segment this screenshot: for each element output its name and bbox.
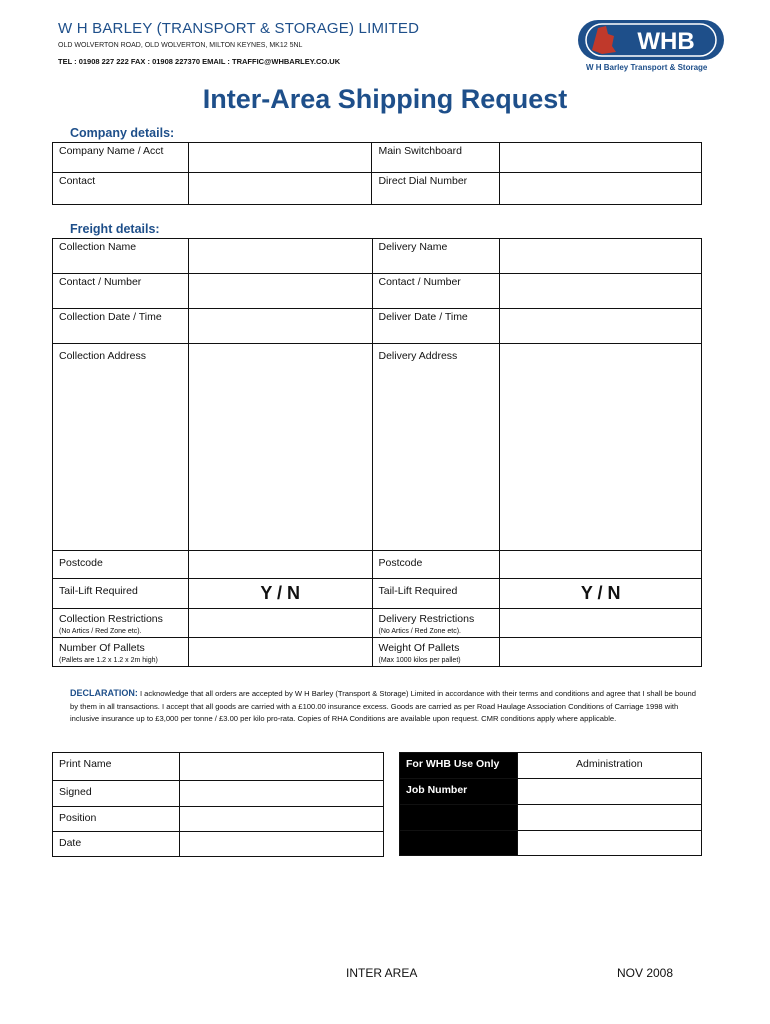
delivery-restrictions-note: (No Artics / Red Zone etc). bbox=[378, 628, 461, 635]
number-of-pallets-label: Number Of Pallets bbox=[59, 642, 145, 654]
print-name-field[interactable] bbox=[179, 753, 383, 781]
whb-use-blank-2 bbox=[400, 831, 518, 856]
company-details-table bbox=[52, 142, 702, 205]
delivery-contact-label: Contact / Number bbox=[372, 274, 500, 309]
delivery-address-field[interactable] bbox=[500, 344, 702, 551]
collection-name-label: Collection Name bbox=[53, 239, 189, 274]
delivery-address-label: Delivery Address bbox=[372, 344, 500, 551]
direct-dial-label: Direct Dial Number bbox=[372, 173, 500, 205]
weight-of-pallets-field[interactable] bbox=[500, 638, 702, 667]
freight-details-table bbox=[52, 238, 702, 667]
contact-field[interactable] bbox=[188, 173, 372, 205]
weight-of-pallets-label: Weight Of Pallets bbox=[378, 642, 460, 654]
footer-date: NOV 2008 bbox=[617, 966, 674, 980]
collection-date-field[interactable] bbox=[188, 309, 372, 344]
delivery-postcode-label: Postcode bbox=[372, 551, 500, 579]
number-of-pallets-field[interactable] bbox=[188, 638, 372, 667]
company-address: OLD WOLVERTON ROAD, OLD WOLVERTON, MILTON KEYNES, MK12 5NL bbox=[58, 42, 303, 49]
delivery-restrictions-field[interactable] bbox=[500, 609, 702, 638]
whb-use-blank-1 bbox=[400, 805, 518, 831]
delivery-tail-lift-label: Tail-Lift Required bbox=[372, 579, 500, 609]
collection-tail-lift-yn[interactable]: Y / N bbox=[188, 579, 372, 609]
company-name-field[interactable] bbox=[188, 143, 372, 173]
whb-use-only-heading: For WHB Use Only bbox=[400, 753, 518, 779]
collection-name-field[interactable] bbox=[188, 239, 372, 274]
delivery-restrictions-cell bbox=[372, 609, 500, 638]
signed-label: Signed bbox=[53, 781, 180, 807]
delivery-tail-lift-yn[interactable]: Y / N bbox=[500, 579, 702, 609]
collection-restrictions-note: (No Artics / Red Zone etc). bbox=[59, 628, 142, 635]
declaration-text: I acknowledge that all orders are accepted by W H Barley (Transport & Storage) Limited in accordance with their terms and conditions and agree that I shall be bound by them in all transactions. I accept that all goods are carried with a £100.00 insurance excess. Goods are carried as per Road Haulage Association Conditions of Carriage 1998 with inclusive insurance up to £3,000 per tonne / £3.00 per kilo pro-rata. Copies of RHA Conditions are available upon request. CMR conditions apply where applicable. bbox=[70, 689, 696, 723]
signed-field[interactable] bbox=[179, 781, 383, 807]
collection-tail-lift-label: Tail-Lift Required bbox=[53, 579, 189, 609]
collection-restrictions-cell bbox=[53, 609, 189, 638]
print-name-label: Print Name bbox=[53, 753, 180, 781]
declaration-heading: DECLARATION: bbox=[70, 688, 138, 698]
main-switchboard-label: Main Switchboard bbox=[372, 143, 500, 173]
number-of-pallets-cell bbox=[53, 638, 189, 667]
date-label: Date bbox=[53, 832, 180, 857]
weight-of-pallets-cell bbox=[372, 638, 500, 667]
collection-restrictions-label: Collection Restrictions bbox=[59, 613, 163, 625]
contact-label: Contact bbox=[53, 173, 189, 205]
collection-contact-field[interactable] bbox=[188, 274, 372, 309]
weight-of-pallets-note: (Max 1000 kilos per pallet) bbox=[378, 657, 461, 664]
job-number-field[interactable] bbox=[517, 779, 701, 805]
delivery-date-label: Deliver Date / Time bbox=[372, 309, 500, 344]
company-name: W H BARLEY (TRANSPORT & STORAGE) LIMITED bbox=[58, 20, 420, 37]
direct-dial-field[interactable] bbox=[500, 173, 702, 205]
delivery-restrictions-label: Delivery Restrictions bbox=[378, 613, 475, 625]
collection-date-label: Collection Date / Time bbox=[53, 309, 189, 344]
delivery-postcode-field[interactable] bbox=[500, 551, 702, 579]
collection-postcode-field[interactable] bbox=[188, 551, 372, 579]
delivery-name-field[interactable] bbox=[500, 239, 702, 274]
collection-address-field[interactable] bbox=[188, 344, 372, 551]
position-field[interactable] bbox=[179, 807, 383, 832]
administration-label: Administration bbox=[517, 753, 701, 779]
freight-details-heading: Freight details: bbox=[70, 222, 160, 236]
delivery-name-label: Delivery Name bbox=[372, 239, 500, 274]
main-switchboard-field[interactable] bbox=[500, 143, 702, 173]
position-label: Position bbox=[53, 807, 180, 832]
date-field[interactable] bbox=[179, 832, 383, 857]
declaration bbox=[70, 687, 702, 726]
company-details-heading: Company details: bbox=[70, 126, 175, 140]
footer-form-name: INTER AREA bbox=[346, 966, 418, 980]
collection-restrictions-field[interactable] bbox=[188, 609, 372, 638]
page-title: Inter-Area Shipping Request bbox=[202, 84, 568, 114]
logo-caption: W H Barley Transport & Storage bbox=[586, 63, 708, 72]
job-number-label: Job Number bbox=[400, 779, 518, 805]
signoff-table bbox=[52, 752, 384, 857]
company-contact: TEL : 01908 227 222 FAX : 01908 227370 EMAIL : TRAFFIC@WHBARLEY.CO.UK bbox=[58, 57, 341, 66]
whb-use-field-1[interactable] bbox=[517, 805, 701, 831]
number-of-pallets-note: (Pallets are 1.2 x 1.2 x 2m high) bbox=[59, 657, 158, 664]
whb-use-table bbox=[399, 752, 702, 856]
collection-postcode-label: Postcode bbox=[53, 551, 189, 579]
whb-use-field-2[interactable] bbox=[517, 831, 701, 856]
delivery-contact-field[interactable] bbox=[500, 274, 702, 309]
company-name-label: Company Name / Acct bbox=[53, 143, 189, 173]
delivery-date-field[interactable] bbox=[500, 309, 702, 344]
collection-address-label: Collection Address bbox=[53, 344, 189, 551]
collection-contact-label: Contact / Number bbox=[53, 274, 189, 309]
logo-text: WHB bbox=[637, 28, 695, 55]
